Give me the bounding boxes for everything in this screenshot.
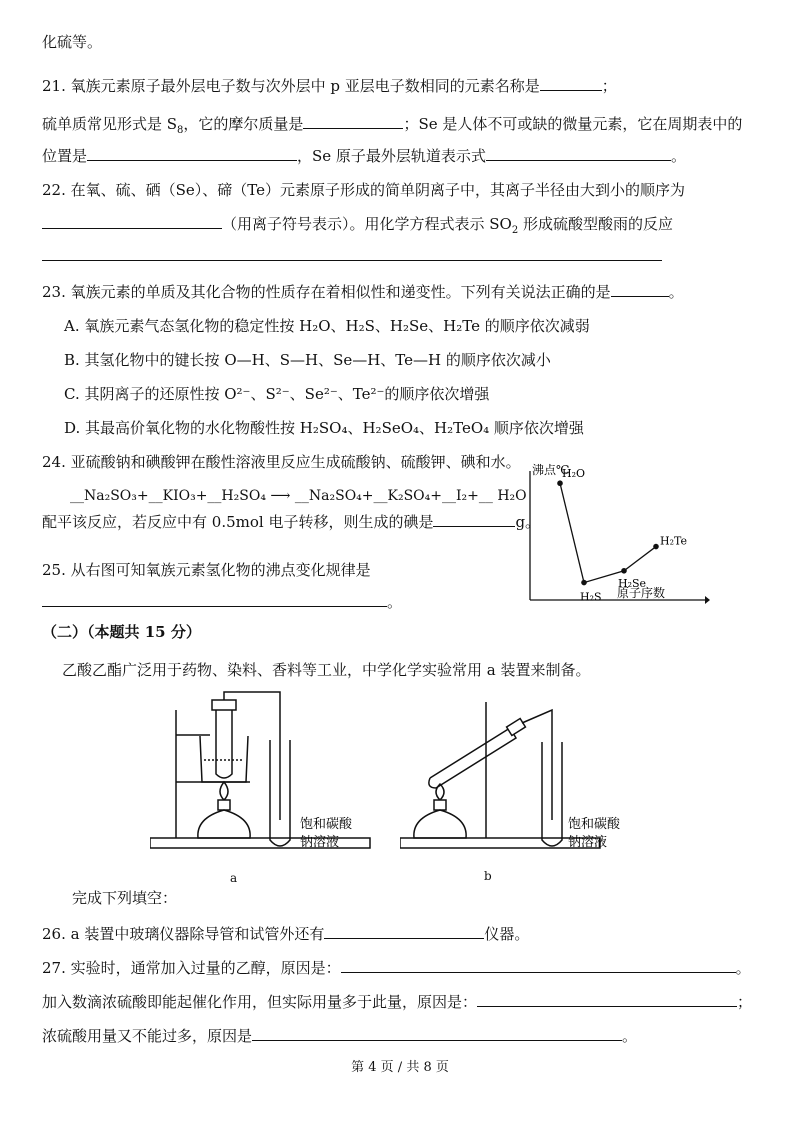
q21-line3a: 位置是 — [42, 147, 88, 165]
reaction-tube-a — [216, 708, 232, 778]
q27-blank-2[interactable] — [477, 992, 737, 1007]
stopper-b — [507, 719, 526, 736]
data-point-3 — [621, 568, 627, 574]
q21-punct: ； — [601, 77, 617, 95]
apparatus-b-diagram — [400, 690, 630, 860]
y-axis-label: 沸点℃ — [532, 463, 570, 477]
q24-stem: 24. 亚硫酸钠和碘酸钾在酸性溶液里反应生成硫酸钠、硫酸钾、碘和水。 — [42, 453, 521, 471]
data-point-4 — [653, 544, 659, 550]
q24-line3a: 配平该反应，若反应中有 0.5mol 电子转移，则生成的碘是 — [42, 513, 434, 531]
q21-line2 — [42, 114, 742, 134]
q21-blank-2[interactable] — [303, 114, 403, 129]
x-axis-arrow — [705, 596, 710, 604]
q21-line2b: ，它的摩尔质量是 — [183, 115, 304, 133]
q27-line2b: ； — [737, 993, 753, 1011]
q21-line2a: 硫单质常见形式是 S — [42, 115, 178, 133]
data-label-2: H₂S — [580, 590, 602, 604]
q22-blank-2[interactable] — [42, 246, 662, 261]
q27-line3a: 浓硫酸用量又不能过多，原因是 — [42, 1027, 253, 1045]
q21-line2-sub: 8 — [177, 125, 184, 136]
q23-stem-text: 23. 氧族元素的单质及其化合物的性质存在着相似性和递变性。下列有关说法正确的是 — [42, 283, 611, 301]
q24-line3b: g。 — [515, 513, 541, 531]
q23-option-d: D. 其最高价氧化物的水化物酸性按 H₂SO₄、H₂SeO₄、H₂TeO₄ 顺序依次增强 — [64, 419, 584, 437]
q24-blank[interactable] — [433, 512, 515, 527]
q22-line2a: （用离子符号表示）。用化学方程式表示 SO — [222, 215, 512, 233]
data-label-4: H₂Te — [660, 534, 687, 548]
q24-equation: __Na₂SO₃+__KIO₃+__H₂SO₄ ⟶ __Na₂SO₄+__K₂SO₄+__I₂+__ H₂O — [70, 488, 527, 504]
apparatus-a-diagram — [150, 690, 400, 860]
q27-blank-3[interactable] — [252, 1026, 622, 1041]
q21-line3 — [42, 146, 686, 166]
q27-blank-1[interactable] — [341, 958, 736, 973]
solution-label-b-1: 饱和碳酸 — [568, 817, 621, 832]
fill-prompt: 完成下列填空： — [72, 889, 178, 907]
q23-stem-end: 。 — [668, 283, 684, 301]
q22-blank-1[interactable] — [42, 214, 222, 229]
q27-line1a: 27. 实验时，通常加入过量的乙醇，原因是： — [42, 959, 341, 977]
q27-line1 — [42, 958, 751, 978]
q22-line2 — [42, 214, 673, 234]
boiling-point-series-line — [560, 483, 656, 582]
data-label-3: H₂Se — [618, 576, 647, 590]
q21-line1 — [42, 76, 617, 96]
section2-heading: （二）（本题共 15 分） — [42, 623, 201, 641]
q23-option-a: A. 氧族元素气态氢化物的稳定性按 H₂O、H₂S、H₂Se、H₂Te 的顺序依次减弱 — [64, 317, 590, 335]
q23-blank[interactable] — [611, 282, 669, 297]
q27-line2 — [42, 992, 752, 1012]
flame-a — [220, 782, 228, 800]
data-point-1 — [557, 480, 563, 486]
page-footer: 第 4 页 / 共 8 页 — [351, 1060, 449, 1075]
beaker-a — [200, 736, 248, 782]
alcohol-lamp-b — [414, 810, 466, 838]
q22-line3 — [42, 246, 662, 266]
delivery-tube-b — [522, 710, 552, 750]
solution-label-a-2: 钠溶液 — [300, 835, 340, 850]
q25-end: 。 — [387, 593, 403, 611]
q24-line3 — [42, 512, 540, 532]
apparatus-b-label: b — [484, 869, 492, 883]
q21-line3b: ，Se 原子最外层轨道表示式 — [297, 147, 486, 165]
q25-answer-line — [42, 592, 402, 612]
data-point-2 — [581, 580, 587, 586]
q21-blank-1[interactable] — [540, 76, 602, 91]
q22-line2-sub: 2 — [511, 225, 519, 236]
q26-line — [42, 924, 529, 944]
q26-blank[interactable] — [324, 924, 484, 939]
intro-tail: 化硫等。 — [42, 33, 103, 51]
q21-blank-4[interactable] — [486, 146, 671, 161]
section2-intro: 乙酸乙酯广泛用于药物、染料、香料等工业，中学化学实验常用 a 装置来制备。 — [62, 661, 591, 679]
data-label-1: H₂O — [562, 467, 586, 481]
q21-line2c: ；Se 是人体不可或缺的微量元素，它在周期表中的 — [403, 115, 743, 133]
q26-end: 仪器。 — [484, 925, 530, 943]
solution-label-a-1: 饱和碳酸 — [300, 817, 353, 832]
x-axis-label: 原子序数 — [617, 586, 666, 600]
q23-stem — [42, 282, 684, 302]
q27-line2a: 加入数滴浓硫酸即能起催化作用，但实际用量多于此量，原因是： — [42, 993, 478, 1011]
q25-stem: 25. 从右图可知氧族元素氢化物的沸点变化规律是 — [42, 561, 371, 579]
stopper-a — [212, 700, 236, 710]
flame-b — [436, 784, 444, 800]
q21-line3c: 。 — [670, 147, 686, 165]
q26-text: 26. a 装置中玻璃仪器除导管和试管外还有 — [42, 925, 325, 943]
q23-option-b: B. 其氢化物中的键长按 O—H、S—H、Se—H、Te—H 的顺序依次减小 — [64, 351, 551, 369]
solution-label-b-2: 钠溶液 — [568, 835, 608, 850]
alcohol-lamp-a — [198, 810, 250, 838]
q22-line2b: 形成硫酸型酸雨的反应 — [518, 215, 673, 233]
q25-blank[interactable] — [42, 592, 387, 607]
q23-option-c: C. 其阴离子的还原性按 O²⁻、S²⁻、Se²⁻、Te²⁻的顺序依次增强 — [64, 385, 490, 403]
q21-blank-3[interactable] — [87, 146, 297, 161]
q22-line1: 22. 在氧、硫、硒（Se）、碲（Te）元素原子形成的简单阴离子中，其离子半径由大到小的顺序为 — [42, 181, 685, 199]
boiling-point-chart — [520, 455, 710, 610]
q27-line3b: 。 — [622, 1027, 638, 1045]
q21-text: 21. 氧族元素原子最外层电子数与次外层中 p 亚层电子数相同的元素名称是 — [42, 77, 540, 95]
reaction-tube-b — [429, 728, 516, 788]
apparatus-a-label: a — [230, 871, 238, 885]
q27-line1b: 。 — [735, 959, 751, 977]
q27-line3 — [42, 1026, 637, 1046]
